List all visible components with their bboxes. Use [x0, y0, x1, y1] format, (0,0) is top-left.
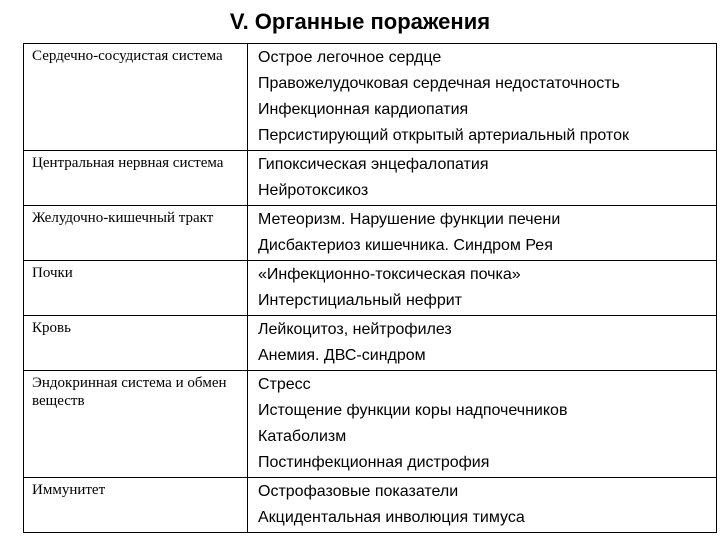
- lesion-item: Правожелудочковая сердечная недостаточность: [258, 75, 620, 92]
- lesion-item: Интерстициальный нефрит: [258, 292, 462, 309]
- page-title: V. Органные поражения: [229, 9, 491, 34]
- organ-lesions-table: [23, 43, 717, 533]
- lesions-cell: [248, 371, 717, 478]
- lesions-cell: [248, 261, 717, 316]
- lesion-item: Истощение функции коры надпочечников: [258, 402, 568, 419]
- lesion-item: Острофазовые показатели: [258, 483, 459, 500]
- lesion-item: «Инфекционно-токсическая почка»: [258, 266, 521, 283]
- system-cell: Центральная нервная система: [24, 151, 248, 206]
- table-row: [24, 261, 717, 316]
- table-row: [24, 316, 717, 371]
- lesion-item: Метеоризм. Нарушение функции печени: [258, 211, 561, 228]
- lesions-cell: [248, 151, 717, 206]
- lesion-item: Постинфекционная дистрофия: [258, 454, 490, 471]
- lesion-item: Нейротоксикоз: [258, 182, 369, 199]
- lesion-item: Гипоксическая энцефалопатия: [258, 156, 489, 173]
- lesion-item: Катаболизм: [258, 428, 347, 445]
- table-row: [24, 478, 717, 533]
- system-cell: Кровь: [24, 316, 248, 371]
- lesion-item: Лейкоцитоз, нейтрофилез: [258, 321, 452, 338]
- lesions-cell: [248, 478, 717, 533]
- system-cell: Эндокринная система и обмен веществ: [24, 371, 248, 478]
- lesions-cell: [248, 316, 717, 371]
- table-row: [24, 44, 717, 151]
- system-cell: Иммунитет: [24, 478, 248, 533]
- lesion-item: Инфекционная кардиопатия: [258, 101, 469, 118]
- lesion-item: Стресс: [258, 376, 311, 393]
- system-cell: Желудочно-кишечный тракт: [24, 206, 248, 261]
- lesion-item: Персистирующий открытый артериальный проток: [258, 127, 629, 144]
- table-row: [24, 151, 717, 206]
- table-row: [24, 206, 717, 261]
- system-cell: Сердечно-сосудистая система: [24, 44, 248, 151]
- lesion-item: Острое легочное сердце: [258, 49, 442, 66]
- lesions-cell: [248, 44, 717, 151]
- table-row: [24, 371, 717, 478]
- lesion-item: Анемия. ДВС-синдром: [258, 347, 426, 364]
- system-cell: Почки: [24, 261, 248, 316]
- lesion-item: Дисбактериоз кишечника. Синдром Рея: [258, 237, 553, 254]
- lesions-cell: [248, 206, 717, 261]
- lesion-item: Акцидентальная инволюция тимуса: [258, 509, 525, 526]
